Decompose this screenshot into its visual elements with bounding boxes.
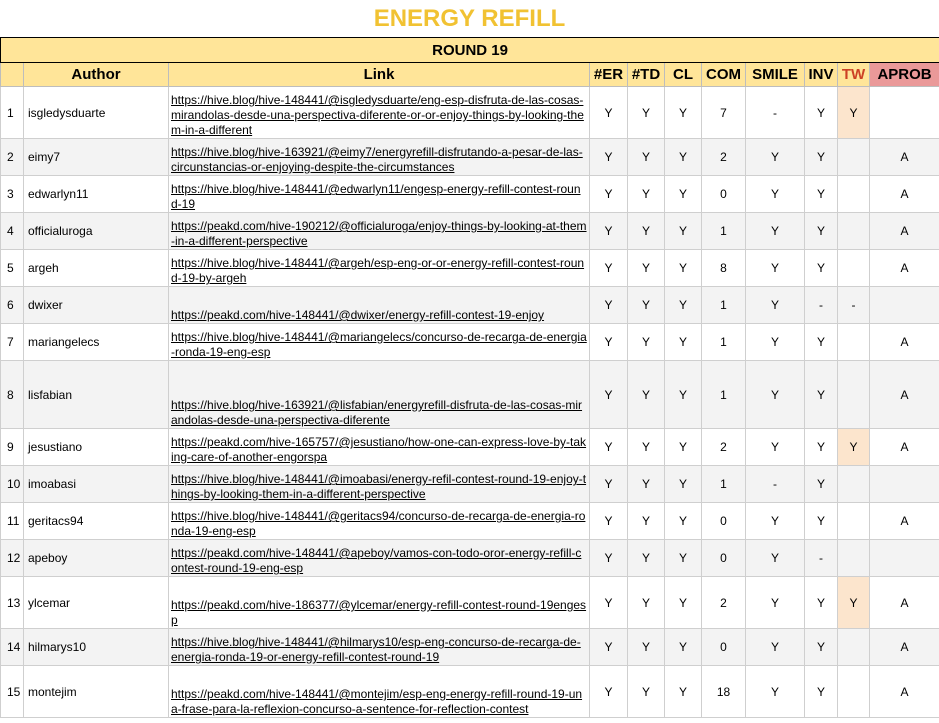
smile-cell: Y bbox=[746, 250, 805, 287]
author-cell: officialuroga bbox=[24, 213, 169, 250]
smile-cell: Y bbox=[746, 287, 805, 324]
aprob-cell: A bbox=[870, 250, 939, 287]
table-row bbox=[1, 540, 939, 577]
table-row bbox=[1, 503, 939, 540]
link-cell bbox=[169, 361, 590, 429]
er-cell: Y bbox=[590, 577, 628, 629]
td-cell: Y bbox=[628, 540, 665, 577]
td-cell: Y bbox=[628, 139, 665, 176]
sheet-title: ENERGY REFILL bbox=[373, 5, 566, 32]
smile-cell: Y bbox=[746, 540, 805, 577]
td-cell: Y bbox=[628, 361, 665, 429]
link-cell bbox=[169, 503, 590, 540]
smile-cell: Y bbox=[746, 213, 805, 250]
col-header-com: COM bbox=[702, 63, 746, 87]
com-cell: 2 bbox=[702, 139, 746, 176]
er-cell: Y bbox=[590, 287, 628, 324]
td-cell: Y bbox=[628, 213, 665, 250]
link-cell bbox=[169, 250, 590, 287]
cl-cell: Y bbox=[665, 139, 702, 176]
author-cell: jesustiano bbox=[24, 429, 169, 466]
tw-cell: Y bbox=[838, 87, 870, 139]
post-link[interactable]: https://hive.blog/hive-148441/@edwarlyn11/engesp-energy-refill-contest-round-19 bbox=[171, 182, 581, 211]
inv-cell: Y bbox=[805, 429, 838, 466]
post-link[interactable]: https://peakd.com/hive-148441/@apeboy/vamos-con-todo-oror-energy-refill-contest-round-19-eng-esp bbox=[171, 546, 582, 575]
smile-cell: Y bbox=[746, 629, 805, 666]
row-number: 11 bbox=[1, 503, 24, 540]
row-number: 10 bbox=[1, 466, 24, 503]
tw-cell bbox=[838, 503, 870, 540]
tw-cell: - bbox=[838, 287, 870, 324]
smile-cell: - bbox=[746, 466, 805, 503]
aprob-cell: A bbox=[870, 503, 939, 540]
post-link[interactable]: https://hive.blog/hive-163921/@lisfabian/energyrefill-disfruta-de-las-cosas-mirandolas-desde-una-perspectiva-diferente bbox=[171, 398, 583, 427]
author-cell: mariangelecs bbox=[24, 324, 169, 361]
cl-cell: Y bbox=[665, 429, 702, 466]
td-cell: Y bbox=[628, 176, 665, 213]
tw-cell: Y bbox=[838, 429, 870, 466]
col-header-cl: CL bbox=[665, 63, 702, 87]
col-header-inv: INV bbox=[805, 63, 838, 87]
author-cell: geritacs94 bbox=[24, 503, 169, 540]
tw-cell: Y bbox=[838, 577, 870, 629]
row-number: 12 bbox=[1, 540, 24, 577]
row-number: 7 bbox=[1, 324, 24, 361]
table-row bbox=[1, 213, 939, 250]
com-cell: 1 bbox=[702, 324, 746, 361]
aprob-cell: A bbox=[870, 324, 939, 361]
inv-cell: Y bbox=[805, 503, 838, 540]
smile-cell: Y bbox=[746, 139, 805, 176]
row-number: 1 bbox=[1, 87, 24, 139]
inv-cell: Y bbox=[805, 629, 838, 666]
author-cell: argeh bbox=[24, 250, 169, 287]
author-cell: lisfabian bbox=[24, 361, 169, 429]
round-header: ROUND 19 bbox=[1, 38, 939, 63]
com-cell: 0 bbox=[702, 176, 746, 213]
inv-cell: Y bbox=[805, 213, 838, 250]
cl-cell: Y bbox=[665, 540, 702, 577]
link-cell bbox=[169, 429, 590, 466]
post-link[interactable]: https://peakd.com/hive-148441/@montejim/esp-eng-energy-refill-round-19-una-frase-para-la-reflexion-concurso-a-sentence-for-reflection-contest bbox=[171, 687, 583, 716]
aprob-cell: A bbox=[870, 629, 939, 666]
er-cell: Y bbox=[590, 666, 628, 718]
er-cell: Y bbox=[590, 629, 628, 666]
link-cell bbox=[169, 176, 590, 213]
link-cell bbox=[169, 666, 590, 718]
er-cell: Y bbox=[590, 361, 628, 429]
smile-cell: Y bbox=[746, 666, 805, 718]
col-header-author: Author bbox=[24, 63, 169, 87]
td-cell: Y bbox=[628, 503, 665, 540]
inv-cell: Y bbox=[805, 176, 838, 213]
aprob-cell: A bbox=[870, 429, 939, 466]
cl-cell: Y bbox=[665, 466, 702, 503]
smile-cell: Y bbox=[746, 503, 805, 540]
er-cell: Y bbox=[590, 324, 628, 361]
com-cell: 2 bbox=[702, 429, 746, 466]
post-link[interactable]: https://hive.blog/hive-163921/@eimy7/energyrefill-disfrutando-a-pesar-de-las-circunstancias-or-enjoying-despite-the-circumstances bbox=[171, 145, 583, 174]
post-link[interactable]: https://peakd.com/hive-165757/@jesustiano/how-one-can-express-love-by-taking-care-of-another-engorspa bbox=[171, 435, 587, 464]
cl-cell: Y bbox=[665, 577, 702, 629]
table-row bbox=[1, 429, 939, 466]
col-header-link: Link bbox=[169, 63, 590, 87]
aprob-cell: A bbox=[870, 176, 939, 213]
row-number: 14 bbox=[1, 629, 24, 666]
td-cell: Y bbox=[628, 466, 665, 503]
com-cell: 1 bbox=[702, 287, 746, 324]
row-number: 13 bbox=[1, 577, 24, 629]
inv-cell: Y bbox=[805, 324, 838, 361]
link-cell bbox=[169, 577, 590, 629]
tw-cell bbox=[838, 250, 870, 287]
inv-cell: Y bbox=[805, 577, 838, 629]
td-cell: Y bbox=[628, 629, 665, 666]
com-cell: 18 bbox=[702, 666, 746, 718]
cl-cell: Y bbox=[665, 503, 702, 540]
com-cell: 2 bbox=[702, 577, 746, 629]
post-link[interactable]: https://hive.blog/hive-148441/@imoabasi/energy-refil-contest-round-19-enjoy-things-by-looking-them-in-a-different-perspective bbox=[171, 472, 587, 501]
author-cell: edwarlyn11 bbox=[24, 176, 169, 213]
com-cell: 1 bbox=[702, 213, 746, 250]
cl-cell: Y bbox=[665, 361, 702, 429]
aprob-cell bbox=[870, 287, 939, 324]
com-cell: 0 bbox=[702, 540, 746, 577]
table-row bbox=[1, 287, 939, 324]
table-row bbox=[1, 324, 939, 361]
aprob-cell bbox=[870, 87, 939, 139]
col-header-number bbox=[1, 63, 24, 87]
post-link[interactable]: https://hive.blog/hive-148441/@isgledysduarte/eng-esp-disfruta-de-las-cosas-mirandolas-desde-una-perspectiva-diferente-or-or-enjoy-things-by-looking-them-in-a-different bbox=[171, 93, 584, 137]
post-link[interactable]: https://peakd.com/hive-148441/@dwixer/energy-refill-contest-19-enjoy bbox=[171, 308, 545, 322]
row-number: 3 bbox=[1, 176, 24, 213]
inv-cell: - bbox=[805, 540, 838, 577]
post-link[interactable]: https://hive.blog/hive-148441/@geritacs94/concurso-de-recarga-de-energia-ronda-19-eng-esp bbox=[171, 509, 586, 538]
tw-cell bbox=[838, 361, 870, 429]
aprob-cell: A bbox=[870, 361, 939, 429]
post-link[interactable]: https://hive.blog/hive-148441/@argeh/esp-eng-or-or-energy-refill-contest-round-19-by-argeh bbox=[171, 256, 585, 285]
aprob-cell: A bbox=[870, 213, 939, 250]
com-cell: 0 bbox=[702, 503, 746, 540]
tw-cell bbox=[838, 629, 870, 666]
post-link[interactable]: https://hive.blog/hive-148441/@hilmarys10/esp-eng-concurso-de-recarga-de-energia-ronda-19-or-energy-refill-contest-round-19 bbox=[171, 635, 581, 664]
link-cell bbox=[169, 466, 590, 503]
row-number: 9 bbox=[1, 429, 24, 466]
link-cell bbox=[169, 324, 590, 361]
td-cell: Y bbox=[628, 324, 665, 361]
post-link[interactable]: https://peakd.com/hive-186377/@ylcemar/energy-refill-contest-round-19engesp bbox=[171, 598, 587, 627]
link-cell bbox=[169, 287, 590, 324]
td-cell: Y bbox=[628, 287, 665, 324]
com-cell: 8 bbox=[702, 250, 746, 287]
er-cell: Y bbox=[590, 176, 628, 213]
inv-cell: Y bbox=[805, 361, 838, 429]
author-cell: ylcemar bbox=[24, 577, 169, 629]
table-row bbox=[1, 139, 939, 176]
inv-cell: Y bbox=[805, 666, 838, 718]
er-cell: Y bbox=[590, 250, 628, 287]
tw-cell bbox=[838, 466, 870, 503]
col-header-er: #ER bbox=[590, 63, 628, 87]
smile-cell: Y bbox=[746, 324, 805, 361]
smile-cell: Y bbox=[746, 176, 805, 213]
com-cell: 1 bbox=[702, 361, 746, 429]
row-number: 8 bbox=[1, 361, 24, 429]
er-cell: Y bbox=[590, 87, 628, 139]
link-cell bbox=[169, 213, 590, 250]
row-number: 6 bbox=[1, 287, 24, 324]
smile-cell: - bbox=[746, 87, 805, 139]
cl-cell: Y bbox=[665, 176, 702, 213]
com-cell: 1 bbox=[702, 466, 746, 503]
cl-cell: Y bbox=[665, 87, 702, 139]
td-cell: Y bbox=[628, 666, 665, 718]
table-row bbox=[1, 250, 939, 287]
aprob-cell: A bbox=[870, 139, 939, 176]
link-cell bbox=[169, 87, 590, 139]
er-cell: Y bbox=[590, 213, 628, 250]
inv-cell: Y bbox=[805, 250, 838, 287]
author-cell: isgledysduarte bbox=[24, 87, 169, 139]
cl-cell: Y bbox=[665, 287, 702, 324]
smile-cell: Y bbox=[746, 577, 805, 629]
col-header-tw: TW bbox=[838, 63, 870, 87]
author-cell: eimy7 bbox=[24, 139, 169, 176]
tw-cell bbox=[838, 540, 870, 577]
link-cell bbox=[169, 139, 590, 176]
author-cell: dwixer bbox=[24, 287, 169, 324]
smile-cell: Y bbox=[746, 429, 805, 466]
author-cell: hilmarys10 bbox=[24, 629, 169, 666]
col-header-smile: SMILE bbox=[746, 63, 805, 87]
tw-cell bbox=[838, 666, 870, 718]
cl-cell: Y bbox=[665, 324, 702, 361]
contest-table bbox=[0, 37, 939, 718]
col-header-aprob: APROB bbox=[870, 63, 939, 87]
cl-cell: Y bbox=[665, 629, 702, 666]
cl-cell: Y bbox=[665, 213, 702, 250]
inv-cell: Y bbox=[805, 466, 838, 503]
td-cell: Y bbox=[628, 87, 665, 139]
post-link[interactable]: https://hive.blog/hive-148441/@mariangelecs/concurso-de-recarga-de-energia-ronda-19-eng-esp bbox=[171, 330, 587, 359]
aprob-cell: A bbox=[870, 577, 939, 629]
table-row bbox=[1, 666, 939, 718]
er-cell: Y bbox=[590, 503, 628, 540]
aprob-cell bbox=[870, 466, 939, 503]
er-cell: Y bbox=[590, 139, 628, 176]
link-cell bbox=[169, 629, 590, 666]
td-cell: Y bbox=[628, 250, 665, 287]
tw-cell bbox=[838, 324, 870, 361]
er-cell: Y bbox=[590, 429, 628, 466]
row-number: 15 bbox=[1, 666, 24, 718]
col-header-td: #TD bbox=[628, 63, 665, 87]
inv-cell: Y bbox=[805, 139, 838, 176]
author-cell: montejim bbox=[24, 666, 169, 718]
table-row bbox=[1, 466, 939, 503]
cl-cell: Y bbox=[665, 666, 702, 718]
er-cell: Y bbox=[590, 466, 628, 503]
com-cell: 7 bbox=[702, 87, 746, 139]
table-row bbox=[1, 176, 939, 213]
tw-cell bbox=[838, 139, 870, 176]
aprob-cell bbox=[870, 540, 939, 577]
author-cell: imoabasi bbox=[24, 466, 169, 503]
table-row bbox=[1, 629, 939, 666]
td-cell: Y bbox=[628, 577, 665, 629]
post-link[interactable]: https://peakd.com/hive-190212/@officialuroga/enjoy-things-by-looking-at-them-in-a-different-perspective bbox=[171, 219, 587, 248]
tw-cell bbox=[838, 176, 870, 213]
tw-cell bbox=[838, 213, 870, 250]
column-header-row bbox=[1, 63, 939, 87]
link-cell bbox=[169, 540, 590, 577]
inv-cell: Y bbox=[805, 87, 838, 139]
table-row bbox=[1, 577, 939, 629]
cl-cell: Y bbox=[665, 250, 702, 287]
row-number: 2 bbox=[1, 139, 24, 176]
com-cell: 0 bbox=[702, 629, 746, 666]
author-cell: apeboy bbox=[24, 540, 169, 577]
table-row bbox=[1, 361, 939, 429]
table-row bbox=[1, 87, 939, 139]
er-cell: Y bbox=[590, 540, 628, 577]
aprob-cell: A bbox=[870, 666, 939, 718]
inv-cell: - bbox=[805, 287, 838, 324]
row-number: 5 bbox=[1, 250, 24, 287]
smile-cell: Y bbox=[746, 361, 805, 429]
row-number: 4 bbox=[1, 213, 24, 250]
td-cell: Y bbox=[628, 429, 665, 466]
